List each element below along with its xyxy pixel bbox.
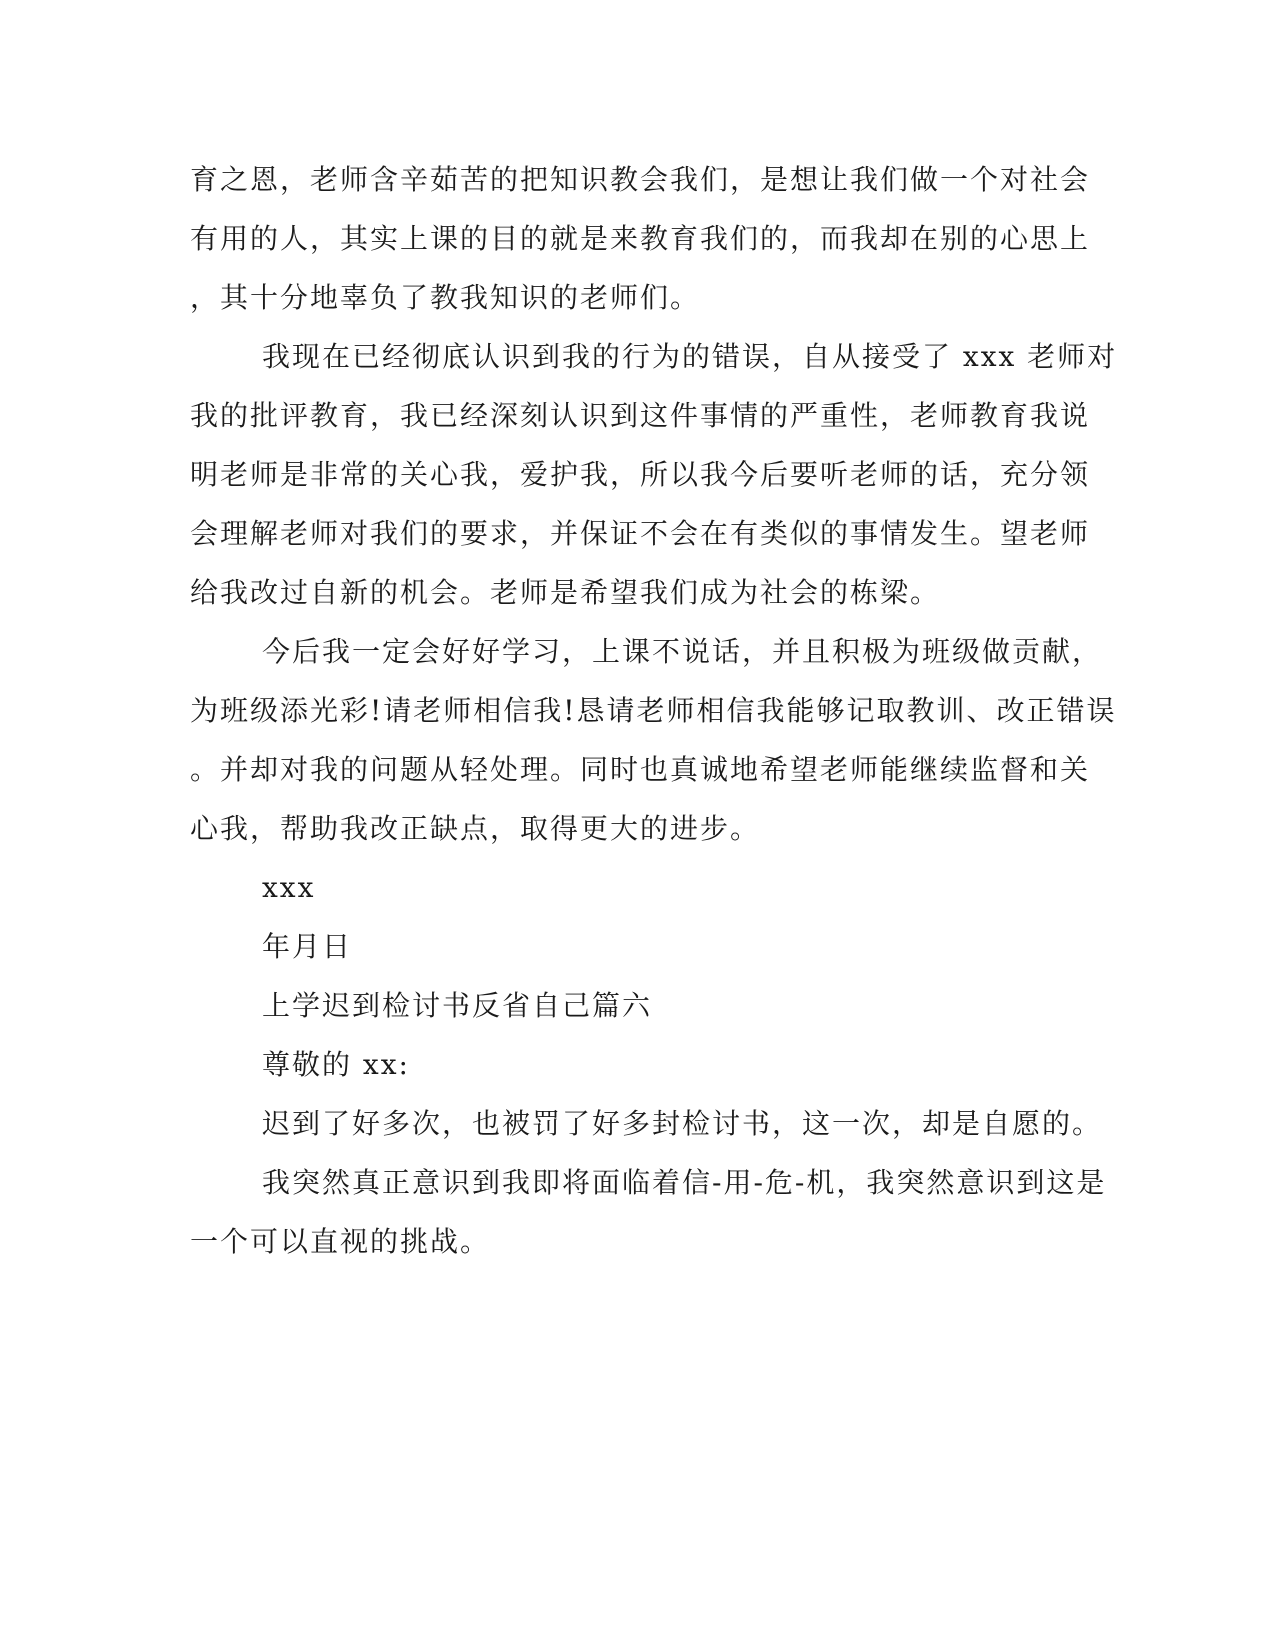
body-text-line: 心我，帮助我改正缺点，取得更大的进步。 <box>190 812 761 845</box>
body-text-line: 会理解老师对我们的要求，并保证不会在有类似的事情发生。望老师 <box>190 517 1091 550</box>
body-text-line: 育之恩，老师含辛茹苦的把知识教会我们，是想让我们做一个对社会 <box>190 163 1091 196</box>
body-text-line: 我现在已经彻底认识到我的行为的错误，自从接受了 xxx 老师对 <box>262 340 1118 373</box>
body-text-line: 有用的人，其实上课的目的就是来教育我们的，而我却在别的心思上 <box>190 222 1091 255</box>
salutation: 尊敬的 xx: <box>262 1048 410 1081</box>
body-text-line: 明老师是非常的关心我，爱护我，所以我今后要听老师的话，充分领 <box>190 458 1091 491</box>
body-text-line: 为班级添光彩!请老师相信我!恳请老师相信我能够记取教训、改正错误 <box>190 694 1117 727</box>
body-text-line: 迟到了好多次，也被罚了好多封检讨书，这一次，却是自愿的。 <box>262 1107 1103 1140</box>
body-text-line: 我突然真正意识到我即将面临着信-用-危-机，我突然意识到这是 <box>262 1166 1107 1199</box>
signature-date: 年月日 <box>262 930 353 963</box>
body-text-line: 我的批评教育，我已经深刻认识到这件事情的严重性，老师教育我说 <box>190 399 1091 432</box>
body-text-line: 今后我一定会好好学习，上课不说话，并且积极为班级做贡献， <box>262 635 1103 668</box>
body-text-line: 一个可以直视的挑战。 <box>190 1225 491 1258</box>
body-text-line: ，其十分地辜负了教我知识的老师们。 <box>190 281 701 314</box>
body-text-line: 给我改过自新的机会。老师是希望我们成为社会的栋梁。 <box>190 576 941 609</box>
signature-name: xxx <box>262 871 316 904</box>
section-heading: 上学迟到检讨书反省自己篇六 <box>262 989 653 1022</box>
body-text-line: 。并却对我的问题从轻处理。同时也真诚地希望老师能继续监督和关 <box>190 753 1091 786</box>
